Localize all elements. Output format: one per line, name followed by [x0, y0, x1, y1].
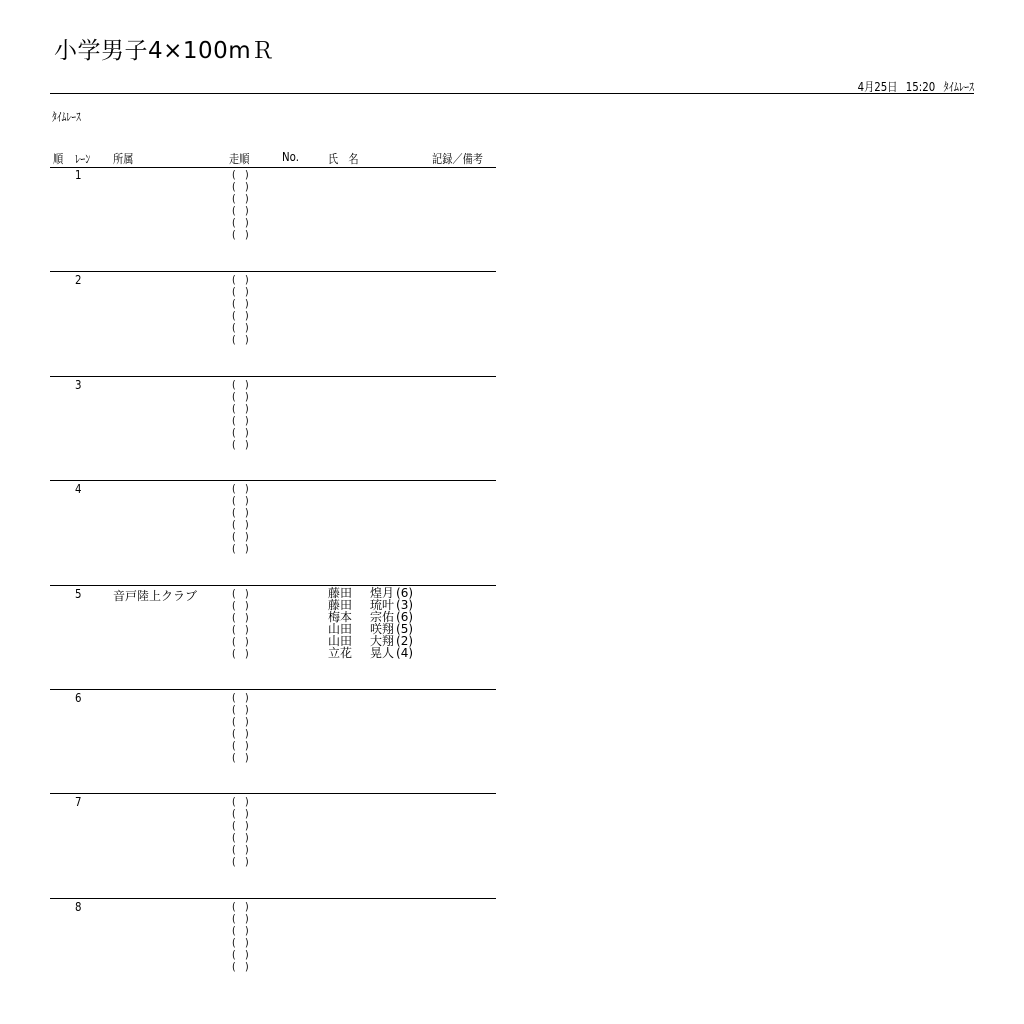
lane-block: [50, 480, 496, 585]
run-order-slot: ( ): [232, 494, 249, 508]
runner-given-name: 琉叶: [370, 597, 395, 612]
run-order-slot: ( ): [232, 192, 249, 205]
run-order-slot: ( ): [232, 297, 249, 311]
column-header-bib-no: No.: [282, 150, 299, 164]
lane-block: [50, 898, 496, 1003]
lane-number: 8: [75, 899, 82, 914]
run-order-slot: ( ): [232, 795, 249, 809]
column-header-record: 記録／備考: [432, 152, 484, 166]
run-order-slot: ( ): [232, 855, 249, 869]
run-order-slot: ( ): [232, 180, 249, 193]
run-order-slot: ( ): [232, 518, 249, 532]
run-order-slot: ( ): [232, 168, 249, 181]
race-type-label: ﾀｲﾑﾚｰｽ: [52, 110, 81, 124]
column-header-affiliation: 所属: [113, 152, 134, 166]
lane-block: [50, 271, 496, 376]
run-order-slot: ( ): [232, 843, 249, 857]
runner-family-name: 梅本: [328, 609, 353, 624]
runner-given-name: 大翔: [370, 633, 395, 648]
lane-number: 1: [75, 168, 82, 182]
lane-block: [50, 585, 496, 690]
run-order-slot: ( ): [232, 715, 249, 728]
runner-family-name: 藤田: [328, 597, 353, 612]
column-header-rank: 順: [53, 152, 64, 166]
run-order-slot: ( ): [232, 947, 249, 961]
column-header-lane: ﾚｰﾝ: [75, 152, 91, 166]
run-order-slot: ( ): [232, 413, 249, 427]
event-race-type: ﾀｲﾑﾚｰｽ: [943, 80, 974, 94]
lane-block: [50, 167, 496, 271]
run-order-slot: ( ): [232, 216, 249, 229]
runner-family-name: 山田: [328, 621, 353, 636]
run-order-slot: ( ): [232, 610, 249, 624]
run-order-slot: ( ): [232, 285, 249, 299]
lane-number: 2: [75, 273, 82, 288]
run-order-slot: ( ): [232, 911, 249, 925]
run-order-slot: ( ): [232, 542, 249, 556]
run-order-slot: ( ): [232, 819, 249, 833]
runner-grade: (4): [396, 645, 414, 660]
run-order-slot: ( ): [232, 935, 249, 949]
lane-block: [50, 689, 496, 794]
runner-grade: (3): [396, 597, 414, 612]
run-order-slot: ( ): [232, 204, 249, 217]
runner-grade: (5): [396, 621, 414, 636]
run-order-slot: ( ): [232, 506, 249, 520]
run-order-slot: ( ): [232, 739, 249, 752]
run-order-slot: ( ): [232, 228, 249, 241]
runner-given-name: 煌月: [370, 585, 395, 600]
run-order-slot: ( ): [232, 831, 249, 845]
run-order-slot: ( ): [232, 437, 249, 451]
run-order-slot: ( ): [232, 899, 249, 913]
run-order-slot: ( ): [232, 622, 249, 636]
event-date: 4月25日: [857, 80, 898, 94]
lane-block: [50, 793, 496, 898]
run-order-slot: ( ): [232, 401, 249, 415]
run-order-slot: ( ): [232, 807, 249, 821]
runner-family-name: 山田: [328, 633, 353, 648]
runner-family-name: 藤田: [328, 585, 353, 600]
page-title: 小学男子4×100mＲ: [54, 38, 275, 64]
run-order-slot: ( ): [232, 482, 249, 496]
team-affiliation: 音戸陸上クラブ: [113, 588, 198, 603]
lane-number: 6: [75, 691, 82, 705]
run-order-slot: ( ): [232, 333, 249, 347]
lane-number: 3: [75, 377, 82, 392]
runner-grade: (2): [396, 633, 414, 648]
run-order-slot: ( ): [232, 389, 249, 403]
column-header-run-order: 走順: [229, 152, 250, 166]
run-order-slot: ( ): [232, 751, 249, 764]
runner-given-name: 咲翔: [370, 621, 395, 636]
run-order-slot: ( ): [232, 959, 249, 973]
run-order-slot: ( ): [232, 923, 249, 937]
run-order-slot: ( ): [232, 727, 249, 740]
header-divider: [50, 93, 974, 94]
runner-grade: (6): [396, 609, 414, 624]
lane-block: [50, 376, 496, 481]
column-header-name: 氏 名: [328, 152, 359, 166]
run-order-slot: ( ): [232, 425, 249, 439]
run-order-slot: ( ): [232, 598, 249, 612]
runner-given-name: 宗佑: [370, 609, 395, 624]
run-order-slot: ( ): [232, 646, 249, 660]
runner-row: [328, 647, 413, 660]
run-order-slot: ( ): [232, 703, 249, 716]
run-order-slot: ( ): [232, 691, 249, 704]
run-order-slot: ( ): [232, 273, 249, 287]
lane-number: 5: [75, 586, 82, 601]
run-order-slot: ( ): [232, 530, 249, 544]
run-order-slot: ( ): [232, 321, 249, 335]
run-order-slot: ( ): [232, 377, 249, 391]
lane-number: 4: [75, 482, 82, 497]
runner-given-name: 晃人: [370, 645, 395, 660]
run-order-slot: ( ): [232, 634, 249, 648]
runner-grade: (6): [396, 585, 414, 600]
run-order-slot: ( ): [232, 586, 249, 600]
run-order-slot: ( ): [232, 309, 249, 323]
lane-number: 7: [75, 795, 82, 810]
runner-family-name: 立花: [328, 645, 353, 660]
event-time: 15:20: [905, 80, 936, 94]
